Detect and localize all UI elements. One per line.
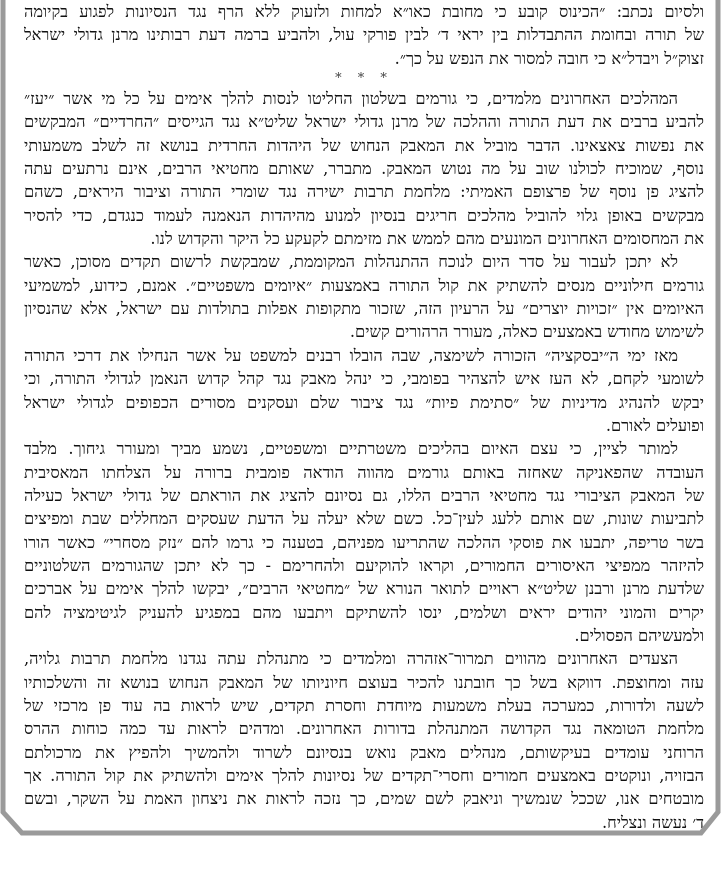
article-paragraph xyxy=(24,344,704,437)
text-line: להיזהר ממפיצי האיסורים החמורים, וקראו להוקיעם ולהחרימם - כך לא יתכן שהגורמים השלטוניים xyxy=(24,555,704,575)
text-line: של המאבק הציבורי נגד מחטיאי הרבים הללו, גם נסיונם להציג את הוראתם של גדולי ישראל כעילה xyxy=(24,485,704,505)
text-line: האיומים אין ״זכויות יוצרים״ על הרעיון הזה, שזכור מתקופות אפלות בתולדות עם ישראל, אלא שהנסיון xyxy=(24,299,704,319)
text-line: את נפשות צאצאינו. הדבר מוביל את המאבק הנחוש של היהדות החרדית בנושא זה לשלב משמעותי xyxy=(24,135,704,155)
text-line: לשעה ולדורות, כמערכה בעלת משמעות מיוחדת וחסרת תקדים, שיש לראות בה עוד פן מרכזי של xyxy=(24,695,704,715)
text-line: להביע ברבים את דעת התורה וההלכה של מרנן גדולי ישראל שליט״א נגד הגייסים ״החרדיים״ המבקשים xyxy=(24,112,704,132)
text-line: העובדה שהפאניקה שאחזה באותם גורמים מהווה הודאה פומבית ברורה על הצלחתו המאסיבית xyxy=(24,462,704,482)
text-line: למותר לציין, כי עצם האיום בהליכים משטרתיים ומשפטיים, נשמע מביך ומעורר גיחוך. מלבד xyxy=(24,439,678,459)
text-line: להציג פן נוסף של פרצופם האמיתי: מלחמת תרבות ישירה נגד שומרי התורה וציבור היראים, כשהם xyxy=(24,182,704,202)
article-paragraph xyxy=(24,647,704,834)
text-line: גורמים חילוניים מנסים להשתיק את קול התורה באמצעות ״איומים משפטיים״. אמנם, כידוע, למשמיעי xyxy=(24,275,704,295)
text-line: ולסיום נכתב: ״הכינוס קובע כי מחובת כאו״א למחות ולזעוק ללא הרף נגד הנסיונות לפגוע בקיומה xyxy=(24,2,704,21)
text-line: את המחסומים האחרונים המונעים מהם לממש את מזימתם לקעקע כל היקר והקדוש לנו. xyxy=(150,229,704,249)
article-paragraph xyxy=(24,87,704,250)
article-paragraph xyxy=(24,437,704,647)
text-line: מבקשים באופן גלוי להוביל מהלכים חריגים בנסיון למנוע מהיהדות הנאמנה לעמוד כנגדם, כדי להסיר xyxy=(24,205,704,225)
text-line: ופועלים לאורם. xyxy=(605,415,704,435)
text-line: עזה ומחוצפת. דווקא בשל כך חובתנו להכיר בעוצם חיוניותו של המאבק הנחוש בנושא זה והשלכותיו xyxy=(24,672,704,692)
text-line: המהלכים האחרונים מלמדים, כי גורמים בשלטון החליטו לנסות להלך אימים על כל מי אשר ״יעז״ xyxy=(24,89,678,109)
text-line: יבקש להנהיג מדיניות של ״סתימת פיות״ נגד ציבור שלם ועסקנים מסורים הכפופים לגדולי ישראל xyxy=(24,392,704,412)
article-body xyxy=(24,0,704,834)
text-line: זצוק״ל ויבדל״א כי חובה למסור את הנפש על כך״. xyxy=(394,48,704,68)
text-line: מלחמת הטומאה נגד הקדושה המתנהלת בדורות האחרונים. ומדהים לראות עד כמה כוחות ההרס xyxy=(24,719,704,739)
text-line: הצעדים האחרונים מהווים תמרור־אזהרה ומלמדים כי מתנהלת עתה נגדנו מלחמת תרבות גלויה, xyxy=(24,649,678,669)
text-line: בשר טריפה, יתבעו את פוסקי ההלכה שהתריעו מפניהם, בטענה כי גרמו להם ״נזק מסחרי״ כאשר הורו xyxy=(24,532,704,552)
text-line: שלדעת מרנן ורבנן שליט״א ראויים לתואר הנורא של ״מחטיאי הרבים״, יבקשו להלך אימים על אברכים xyxy=(24,579,704,599)
intro-paragraph xyxy=(24,0,704,70)
text-line: הרוחני עומדים בעיקשותם, מנהלים מאבק נואש בנסיונם לשרוד ולהמשיך ולהפיץ את מרכולתם xyxy=(24,742,704,762)
text-line: לתביעות שונות, שם אותם ללעג לעין־כל. כשם שלא יעלה על הדעת שעסקים המחללים שבת ומפיצים xyxy=(24,509,704,529)
text-line: של תורה ובחומת ההתבדלות בין יראי ד׳ לבין פורקי עול, ולהביע ברמה דעת רבותינו מרנן גדולי ישראל xyxy=(24,25,704,45)
text-line: לא יתכן לעבור על סדר היום לנוכח ההתנהלות המקוממת, שמבקשת לרשום תקדים מסוכן, כאשר xyxy=(24,252,678,272)
text-line: יקרים והמוני יהודים יראים ושלמים, ינסו להשתיקם ויתבעו מהם במפגיע להעניק לגיטימציה להם xyxy=(24,602,704,622)
text-line: לשימוש מחודש באמצעים כאלה, מעורר הרהורים קשים. xyxy=(349,322,704,342)
text-line: ולמעשיהם הפסולים. xyxy=(574,625,704,645)
text-line: הבזויה, ונוקטים באמצעים חמורים וחסרי־תקדים של נסיונות להלך אימים ולהשתיק את קול התורה. אך xyxy=(24,766,704,785)
text-line: ד׳ נעשה ונצליח. xyxy=(601,812,704,832)
text-line: נוסף, שמוכיח לכולנו שוב על מה נטוש המאבק. מתברר, שאותם מחטיאי הרבים, אינם נרתעים עתה xyxy=(24,159,704,179)
text-line: מאז ימי ה״יבסקציה״ הזכורה לשימצה, שבה הובלו רבנים למשפט על אשר הנחילו את דרכי התורה xyxy=(24,345,678,365)
text-line: לשומעי לקחם, לא העז איש להצהיר בפומבי, כי ינהל מאבק נגד קהל קדוש הנאמן לגדולי התורה, וכי xyxy=(24,369,704,389)
article-paragraph xyxy=(24,250,704,343)
section-separator: * * * xyxy=(335,71,393,87)
text-line: מובטחים אנו, שככל שנמשיך וניאבק לשם שמים, כך נזכה לראות את ניצחון האמת על השקר, ובשם xyxy=(24,789,704,809)
